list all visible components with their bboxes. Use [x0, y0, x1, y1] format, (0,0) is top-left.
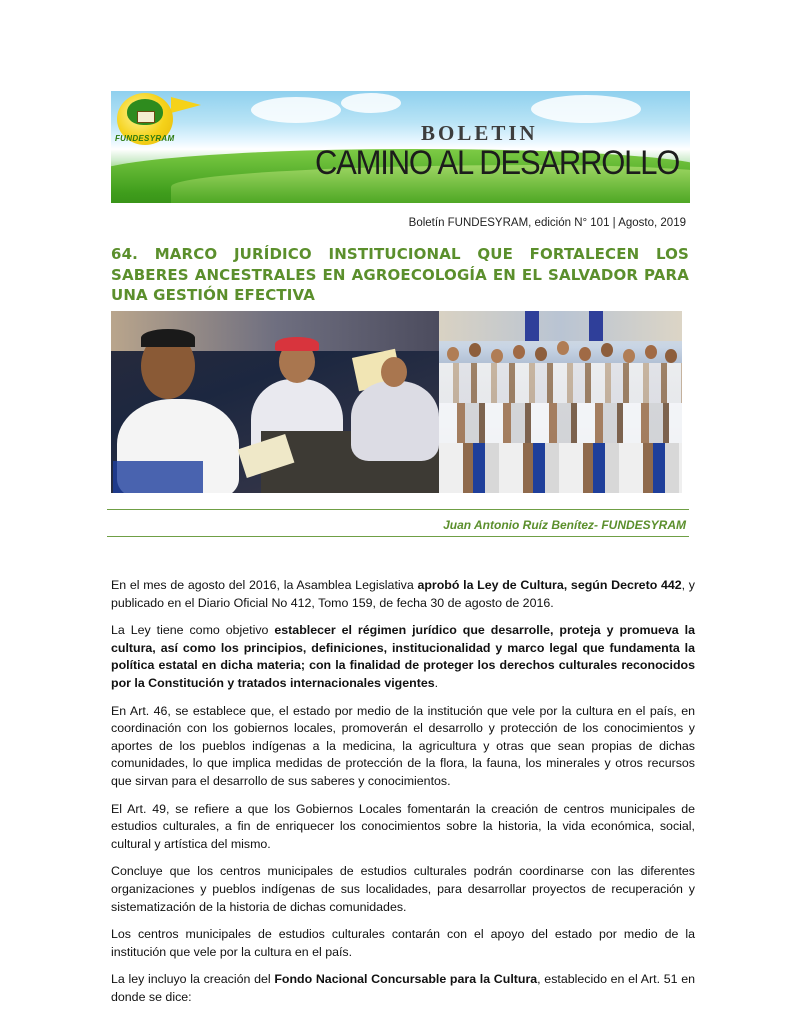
house-icon	[137, 111, 155, 123]
cloud-shape	[341, 93, 401, 113]
audience-member	[579, 347, 591, 361]
red-cap	[275, 337, 319, 351]
sun-ray-icon	[171, 97, 201, 113]
paragraph-1	[111, 577, 695, 612]
audience-member	[665, 349, 677, 363]
paragraph-7	[111, 971, 695, 1006]
text-run: La Ley tiene como objetivo	[111, 623, 275, 638]
audience-member	[535, 347, 547, 361]
paragraph-3: En Art. 46, se establece que, el estado por medio de la institución que vele por la cultura en el país, en coordinación con los gobiernos locales, promoverán el desarrollo y protección de los conocimientos y aportes de los pueblos indígenas a la medicina, la agricultura y otras que sean propias de dichas comunidades, lo que implica medidas de protección de la flora, la fauna, los minerales y otros recursos que sirvan para el desarrollo de sus saberes y conocimientos.	[111, 703, 695, 788]
text-run: En el mes de agosto del 2016, la Asamblea Legislativa	[111, 578, 418, 592]
audience-member	[469, 343, 481, 357]
event-photo-audience	[439, 311, 682, 493]
paragraph-5: Concluye que los centros municipales de estudios culturales podrán coordinarse con las diferentes organizaciones y pueblos indígenas de sus localidades, para desarrollar proyectos de recuperación y sistematización de la historia de dichas comunidades.	[111, 864, 695, 914]
fundesyram-logo	[113, 91, 201, 151]
text-run: La ley incluyo la creación del	[111, 972, 275, 987]
author-byline: Juan Antonio Ruíz Benítez- FUNDESYRAM	[443, 518, 686, 532]
banner-title: BOLETIN	[421, 121, 538, 145]
audience-member	[623, 349, 635, 363]
audience-member	[601, 343, 613, 357]
hair	[141, 329, 195, 347]
divider-bottom	[107, 536, 689, 537]
audience-member	[513, 345, 525, 359]
divider-top	[107, 509, 689, 510]
cloud-shape	[251, 97, 341, 123]
bulletin-banner	[111, 91, 690, 203]
event-photo-participants	[111, 311, 439, 493]
person-head	[381, 357, 407, 387]
bold-run: establecer el régimen jurídico que desarrolle, proteja y promueva la cultura, así como los principios, definiciones, institucionalidad y marco legal que fundamenta la política estatal en dicha materia; con la finalidad de proteger los derechos culturales reconocidos por la Constitución y tratados internacionales vigentes	[111, 623, 695, 690]
curtain	[525, 311, 539, 341]
paragraph-4: El Art. 49, se refiere a que los Gobiernos Locales fomentarán la creación de centros municipales de estudios culturales, a fin de enriquecer los conocimientos sobre la historia, la vida económica, social, cultural y artística del mismo.	[111, 801, 695, 851]
text-run: .	[434, 675, 439, 690]
curtain	[589, 311, 603, 341]
audience-member	[447, 347, 459, 361]
audience-member	[645, 345, 657, 359]
text-run: , establecido en el Art. 51 en donde se dice:	[111, 972, 695, 1004]
text-run: , y publicado en el Diario Oficial No 412, Tomo 159, de fecha 30 de agosto de 2016.	[111, 578, 696, 610]
edition-line: Boletín FUNDESYRAM, edición N° 101 | Agosto, 2019	[408, 217, 686, 229]
article-headline: 64. MARCO JURÍDICO INSTITUCIONAL QUE FORTALECEN LOS SABERES ANCESTRALES EN AGROECOLOGÍA EN EL SALVADOR PARA UNA GESTIÓN EFECTIVA	[111, 245, 689, 304]
logo-text: FUNDESYRAM	[115, 134, 175, 143]
audience-rows	[439, 363, 682, 403]
bold-run: Fondo Nacional Concursable para la Cultura	[274, 972, 538, 987]
paragraph-2	[111, 622, 695, 692]
paragraph-6: Los centros municipales de estudios culturales contarán con el apoyo del estado por medio de la institución que vele por la cultura en el país.	[111, 927, 695, 959]
audience-rows	[439, 403, 682, 443]
banner-subtitle: CAMINO AL DESARROLLO	[315, 143, 680, 182]
person-seated	[351, 381, 439, 461]
room-wall	[439, 311, 682, 341]
audience-member	[491, 349, 503, 363]
blue-chair	[113, 461, 203, 493]
bold-run: aprobó la Ley de Cultura, según Decreto 442	[417, 578, 682, 592]
cloud-shape	[531, 95, 641, 123]
audience-member	[557, 341, 569, 355]
front-row	[439, 443, 682, 493]
article-body	[111, 577, 695, 1016]
